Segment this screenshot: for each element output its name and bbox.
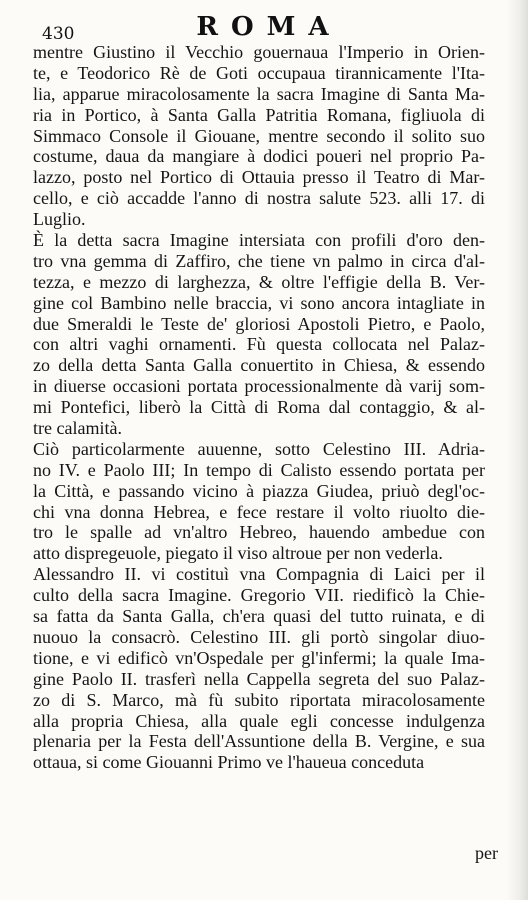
paragraph bbox=[33, 439, 485, 564]
paragraph bbox=[33, 42, 485, 230]
text-line: tre calamità. bbox=[33, 418, 122, 439]
text-line: no IV. e Paolo III; In tempo di Calisto essendo portata per bbox=[33, 459, 485, 480]
text-line: zo di S. Marco, mà fù subito riportata miracolosamente bbox=[33, 689, 485, 710]
text-line: in diuerse occasioni portata processionalmente dà varij som- bbox=[33, 376, 485, 397]
paragraph bbox=[33, 230, 485, 439]
text-line: zo della detta Santa Galla conuertito in Chiesa, & essendo bbox=[33, 355, 485, 376]
text-line: Ciò particolarmente auuenne, sotto Celestino III. Adria- bbox=[33, 438, 485, 459]
text-line: tro vna gemma di Zaffiro, che tiene vn palmo in circa d'al- bbox=[33, 250, 485, 271]
text-line: sa fatta da Santa Galla, ch'era quasi del tutto ruinata, e di bbox=[33, 606, 485, 627]
text-line: lazzo, posto nel Portico di Ottauia presso il Teatro di Mar- bbox=[33, 167, 485, 188]
text-line: atto dispregeuole, piegato il viso altroue per non vederla. bbox=[33, 543, 443, 564]
text-line: ottaua, si come Giouanni Primo ve l'haueua conceduta bbox=[33, 752, 425, 773]
text-line: tro le spalle ad vn'altro Hebreo, hauendo ambedue con bbox=[33, 522, 485, 543]
text-line: nuouo la consacrò. Celestino III. gli portò singolar diuo- bbox=[33, 626, 485, 647]
text-line: con altri vaghi ornamenti. Fù questa collocata nel Palaz- bbox=[33, 334, 485, 355]
text-line: ria in Portico, à Santa Galla Patritia Romana, figliuola di bbox=[33, 104, 485, 125]
text-line: chi vna donna Hebrea, e fece restare il volto riuolto die- bbox=[33, 501, 485, 522]
text-line: cello, e ciò accadde l'anno di nostra salute 523. alli 17. di bbox=[33, 188, 485, 209]
text-line: lia, apparue miracolosamente la sacra Imagine di Santa Ma- bbox=[33, 83, 485, 104]
text-line: plenaria per la Festa dell'Assuntione della B. Vergine, e sua bbox=[33, 731, 485, 752]
text-line: te, e Teodorico Rè de Goti occupaua tirannicamente l'Ita- bbox=[33, 62, 485, 83]
text-line: alla propria Chiesa, alla quale egli concesse indulgenza bbox=[33, 710, 485, 731]
text-line: gine col Bambino nelle braccia, vi sono ancora intagliate in bbox=[33, 292, 485, 313]
catchword: per bbox=[475, 843, 498, 863]
text-line: la Città, e passando vicino à piazza Giudea, priuò degl'oc- bbox=[33, 480, 485, 501]
text-line: Simmaco Console il Giouane, mentre secondo il solito suo bbox=[33, 125, 485, 146]
text-line: gine Paolo II. trasferì nella Cappella segreta del suo Palaz- bbox=[33, 668, 485, 689]
text-line: culto della sacra Imagine. Gregorio VII. riedificò la Chie- bbox=[33, 585, 485, 606]
page-number: 430 bbox=[42, 24, 75, 44]
text-line: È la detta sacra Imagine intersiata con profili d'oro den- bbox=[33, 230, 485, 251]
text-line: tezza, e mezzo di larghezza, & oltre l'effigie della B. Ver- bbox=[33, 271, 485, 292]
text-line: Alessandro II. vi costituì vna Compagnia di Laici per il bbox=[33, 564, 485, 585]
page-header bbox=[34, 8, 504, 42]
text-line: mi Pontefici, liberò la Città di Roma dal contaggio, & al- bbox=[33, 397, 485, 418]
text-line: costume, daua da mangiare à dodici poueri nel proprio Pa- bbox=[33, 146, 485, 167]
text-line: Luglio. bbox=[33, 209, 86, 230]
paragraph bbox=[33, 564, 485, 773]
body-text bbox=[33, 42, 485, 773]
text-line: tione, e vi edificò vn'Ospedale per gl'infermi; la quale Ima- bbox=[33, 647, 485, 668]
text-line: mentre Giustino il Vecchio gouernaua l'Imperio in Orien- bbox=[33, 42, 485, 62]
running-title: ROMA bbox=[196, 12, 342, 42]
text-line: due Smeraldi le Teste de' gloriosi Apostoli Pietro, e Paolo, bbox=[33, 313, 485, 334]
